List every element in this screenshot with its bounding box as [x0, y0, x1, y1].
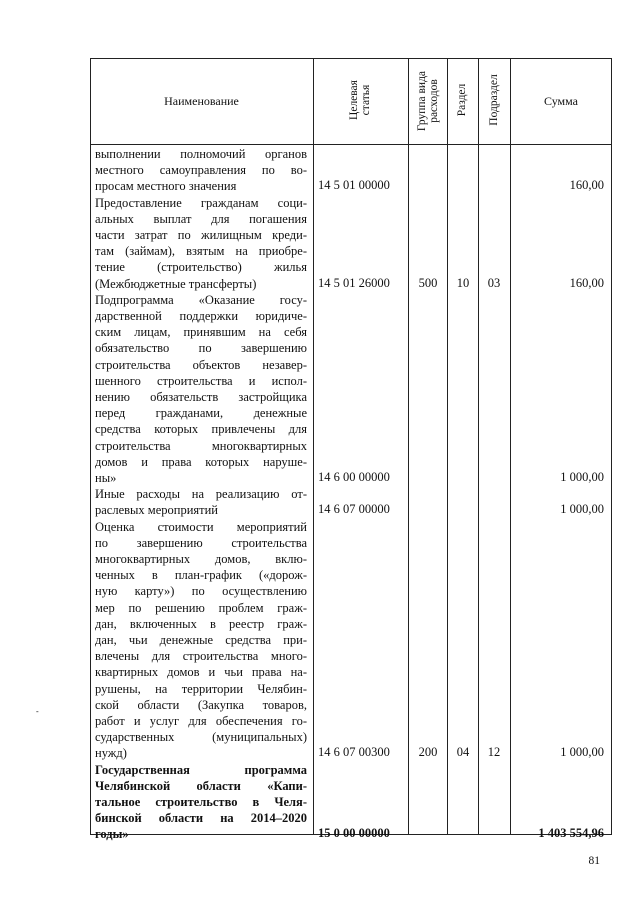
name-line: Челябинской области «Капи-	[95, 778, 307, 793]
name-line: Подпрограмма «Оказание госу-	[95, 292, 307, 307]
column-divider	[313, 58, 314, 835]
name-line: Иные расходы на реализацию от-	[95, 487, 307, 502]
name-line: мер по решению проблем граж-	[95, 600, 307, 615]
name-line: дан, чьи денежные средства при-	[95, 633, 307, 648]
name-line: шенного строительства и испол-	[95, 373, 307, 388]
expense-group-cell: 500	[418, 275, 438, 290]
name-line: обязательство по завершению	[95, 341, 307, 356]
row-name	[95, 292, 307, 486]
column-divider	[510, 58, 511, 835]
row-name	[95, 486, 307, 518]
row-name	[95, 146, 307, 195]
header-expense-group: Группа вида расходов	[416, 70, 440, 132]
target-article-cell: 14 5 01 00000	[318, 178, 390, 193]
section-cell: 10	[456, 275, 470, 290]
row-name	[95, 195, 307, 292]
target-article-cell: 14 5 01 26000	[318, 275, 390, 290]
name-line: части затрат по жилищным креди-	[95, 228, 307, 242]
name-line: Предоставление гражданам соци-	[95, 195, 307, 210]
header-name: Наименование	[164, 94, 239, 108]
name-line: годы»	[95, 827, 129, 842]
page-number: 81	[588, 855, 600, 867]
name-line: дан, включенных в реестр граж-	[95, 616, 307, 631]
name-line: местного самоуправления по во-	[95, 163, 307, 178]
name-line: домов и права которых наруше-	[95, 454, 307, 469]
header-sum: Сумма	[544, 94, 578, 108]
name-line: ченных в план-график («дорож-	[95, 568, 307, 583]
subsection-cell: 12	[487, 745, 501, 760]
header-divider	[90, 144, 612, 145]
name-line: Оценка стоимости мероприятий	[95, 519, 307, 534]
name-line: многоквартирных домов, вклю-	[95, 552, 307, 566]
name-line: альных выплат для погашения	[95, 211, 307, 226]
sum-cell: 1 000,00	[560, 470, 604, 484]
name-line: сударственных (муниципальных)	[95, 730, 307, 745]
name-line: средства которых привлечены для	[95, 422, 307, 437]
name-line: тальное строительство в Челя-	[95, 795, 307, 809]
name-line: строительства многоквартирных	[95, 438, 307, 453]
sum-cell: 1 000,00	[560, 745, 604, 760]
sum-cell: 1 000,00	[560, 502, 604, 517]
name-line: перед гражданами, денежные	[95, 406, 307, 421]
name-line: Государственная программа	[95, 762, 307, 777]
expense-group-cell: 200	[418, 745, 438, 760]
column-divider	[447, 58, 448, 835]
name-line: строительства объектов незавер-	[95, 357, 307, 372]
name-line: (Межбюджетные трансферты)	[95, 276, 257, 291]
section-cell: 04	[456, 745, 470, 760]
name-line: ны»	[95, 471, 117, 486]
name-line: рушены, на территории Челябин-	[95, 681, 307, 696]
sum-cell: 1 403 554,96	[538, 826, 604, 841]
sum-cell: 160,00	[569, 275, 604, 290]
target-article-cell: 14 6 07 00300	[318, 745, 390, 760]
name-line: нужд)	[95, 746, 127, 761]
name-line: по завершению строительства	[95, 535, 307, 550]
name-line: квартирных домов и чьи права на-	[95, 665, 307, 680]
sum-cell: 160,00	[569, 178, 604, 193]
name-line: ским лицам, принявшим на себя	[95, 325, 307, 340]
name-line: там (займам), взятым на приобре-	[95, 244, 307, 259]
column-divider	[478, 58, 479, 835]
name-line: ную карту») по осуществлению	[95, 584, 307, 599]
column-divider	[408, 58, 409, 835]
header-section: Раздел	[456, 83, 468, 117]
name-line: выполнении полномочий органов	[95, 147, 307, 161]
row-name	[95, 519, 307, 762]
name-line: тение (строительство) жилья	[95, 260, 307, 275]
target-article-cell: 14 6 07 00000	[318, 502, 390, 517]
name-line: просам местного значения	[95, 179, 237, 194]
name-line: бинской области на 2014–2020	[95, 811, 307, 826]
subsection-cell: 03	[487, 275, 501, 290]
name-line: дарственной поддержки юридиче-	[95, 309, 307, 323]
name-line: раслевых мероприятий	[95, 503, 218, 518]
name-line: нению обязательств застройщика	[95, 390, 307, 405]
header-subsection: Подраздел	[488, 74, 500, 126]
target-article-cell: 15 0 00 00000	[318, 826, 390, 841]
name-line: влечены для строительства много-	[95, 649, 307, 664]
header-target-article: Целевая статья	[348, 80, 372, 120]
name-line: работ и услуг для обеспечения го-	[95, 714, 307, 729]
name-line: ской области (Закупка товаров,	[95, 697, 307, 712]
margin-mark: -	[36, 707, 39, 716]
row-name	[95, 762, 307, 843]
target-article-cell: 14 6 00 00000	[318, 470, 390, 484]
